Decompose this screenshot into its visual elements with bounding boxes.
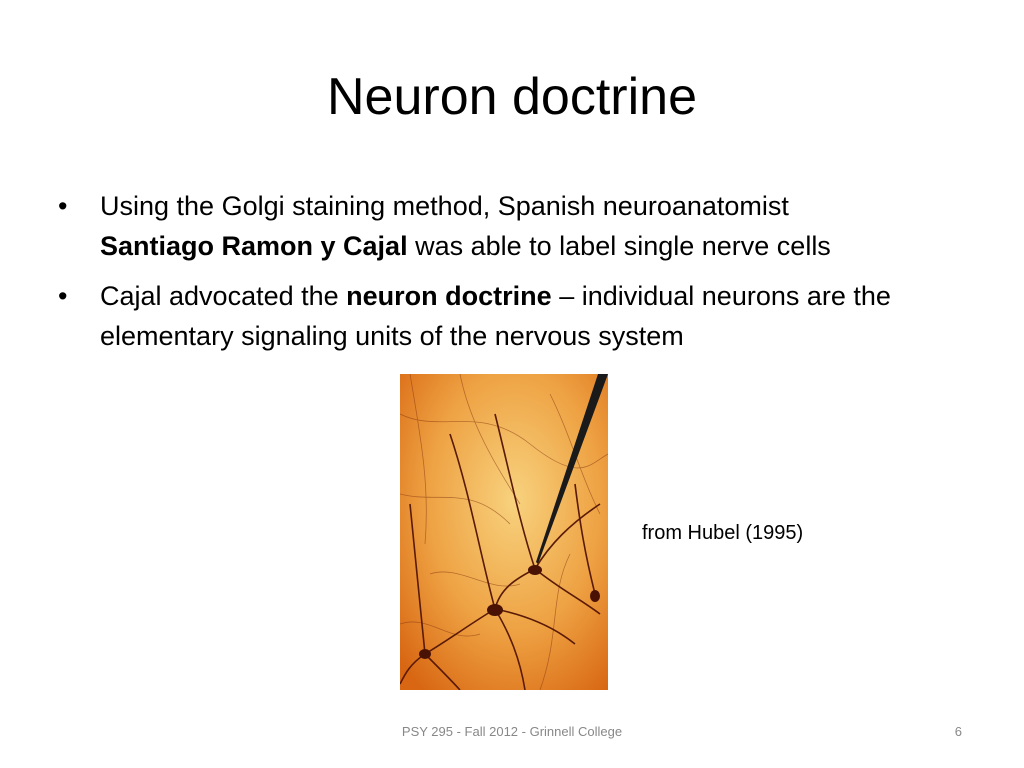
bullet-text: was able to label single nerve cells [407,231,831,261]
bullet-text: Cajal advocated the [100,281,347,311]
bullet-text: Using the Golgi staining method, Spanish neuroanatomist [100,191,789,221]
slide-number: 6 [954,724,962,739]
bullet-text: – individual neurons are the elementary signaling units of the nervous system [100,281,891,351]
bullet-bold-text: Santiago Ramon y Cajal [100,231,408,261]
golgi-stained-neurons-image [400,374,608,690]
slide-footer: PSY 295 - Fall 2012 - Grinnell College [401,724,623,739]
bullet-marker: • [58,281,68,311]
bullet-item-doctrine [58,276,978,356]
bullet-list [58,186,978,366]
bullet-item-golgi [58,186,978,266]
bullet-bold-text: neuron doctrine [346,281,552,311]
bullet-marker: • [58,191,68,221]
slide-title: Neuron doctrine [327,68,697,126]
image-caption: from Hubel (1995) [642,522,804,544]
